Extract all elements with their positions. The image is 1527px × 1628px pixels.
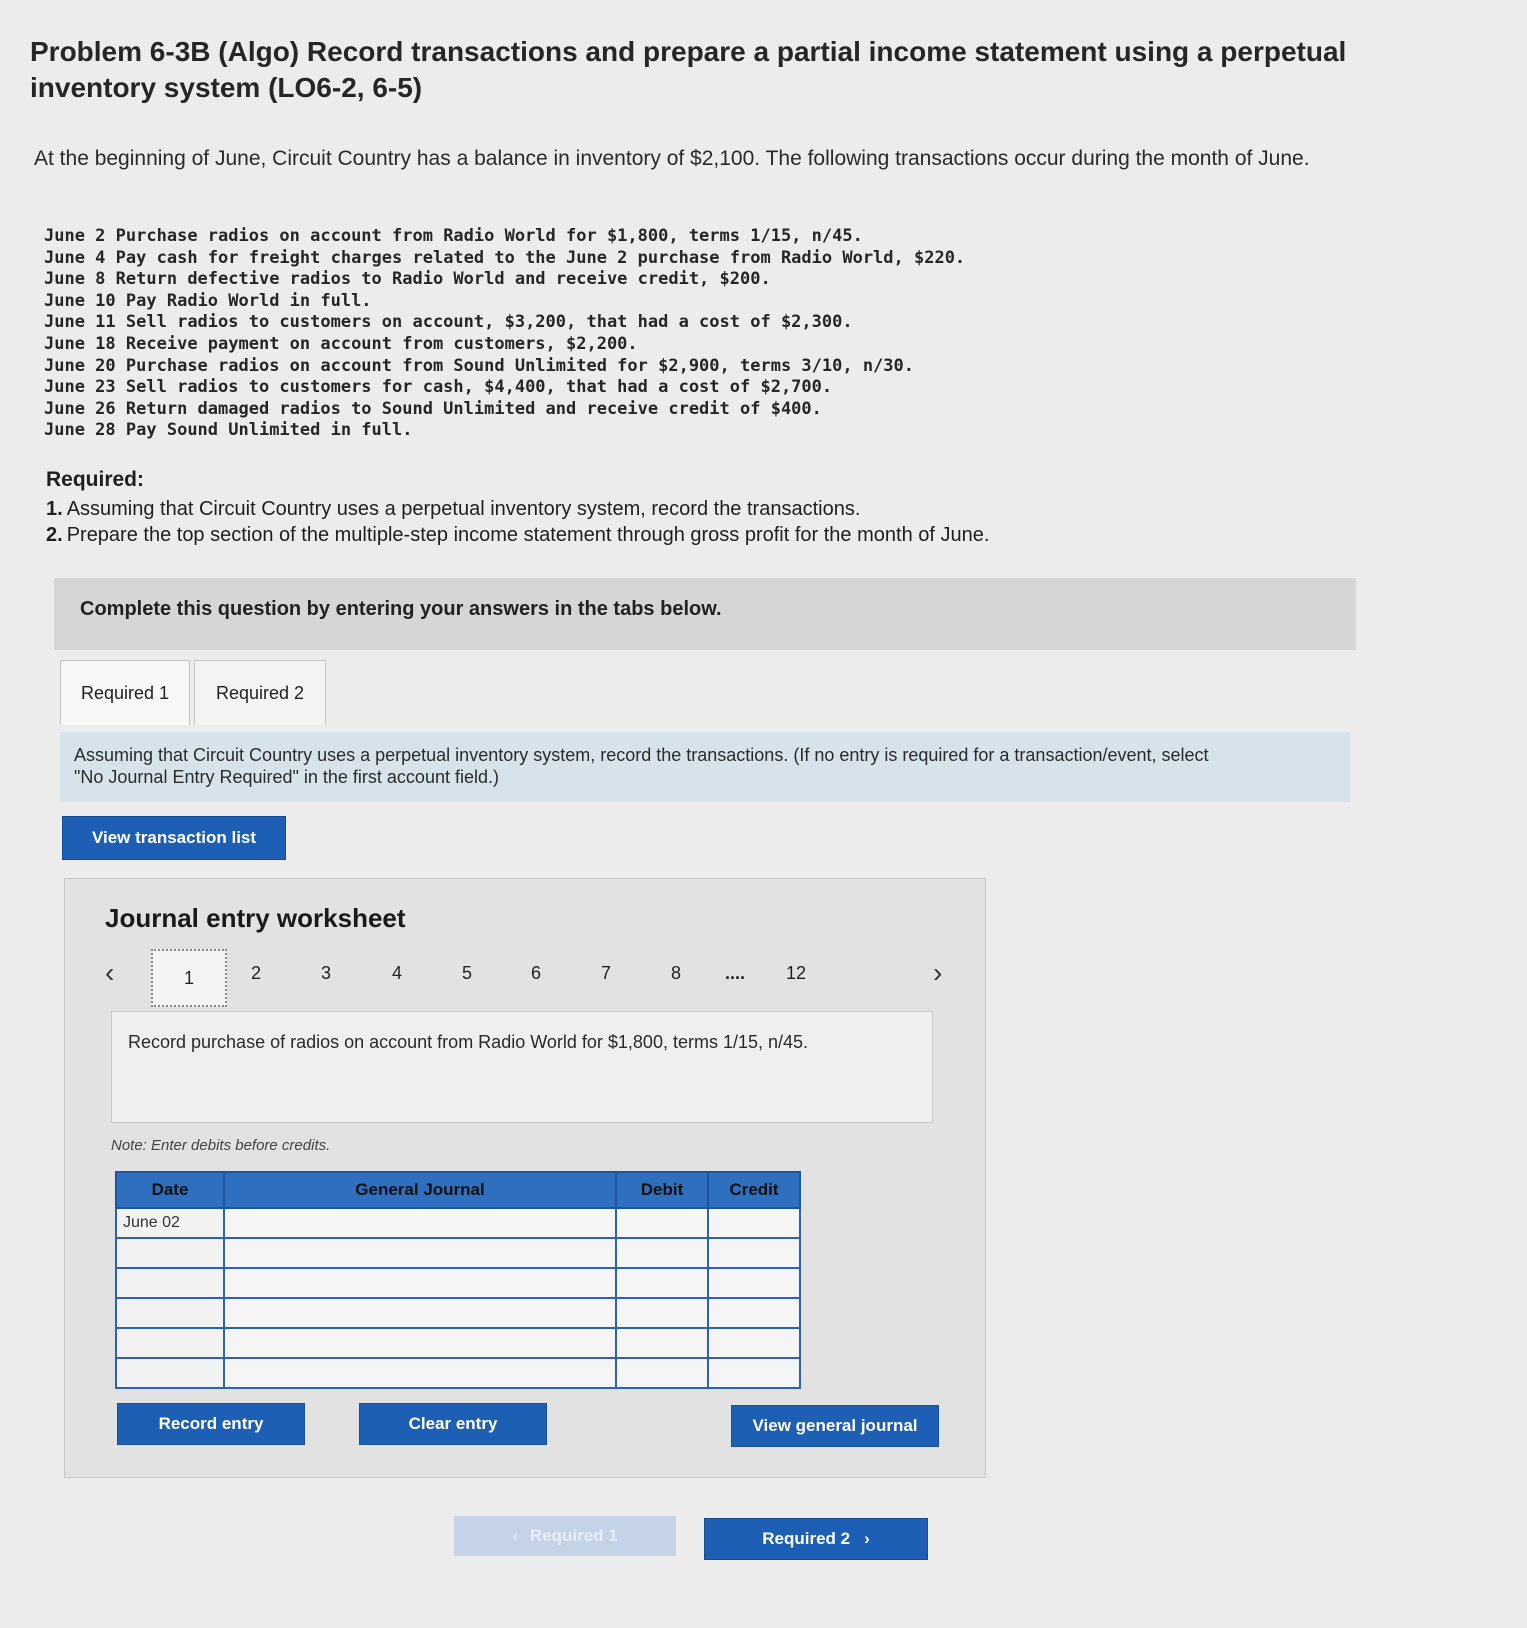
date-cell	[116, 1358, 224, 1388]
list-item: June 8 Return defective radios to Radio World and receive credit, $200.	[44, 269, 771, 290]
tab-instruction	[60, 732, 1350, 802]
date-cell: June 02	[116, 1208, 224, 1238]
prev-required-button	[454, 1516, 676, 1556]
account-field[interactable]	[224, 1298, 616, 1328]
journal-entry-worksheet	[64, 878, 986, 1478]
list-item: June 28 Pay Sound Unlimited in full.	[44, 420, 413, 441]
next-required-button[interactable]	[704, 1518, 928, 1560]
entry-description: Record purchase of radios on account from Radio World for $1,800, terms 1/15, n/45.	[128, 1032, 809, 1052]
debit-field[interactable]	[616, 1328, 708, 1358]
required-heading: Required:	[46, 468, 145, 491]
account-field[interactable]	[224, 1208, 616, 1238]
instruction-banner	[54, 578, 1356, 650]
date-cell	[116, 1238, 224, 1268]
credit-field[interactable]	[708, 1238, 800, 1268]
chevron-right-icon[interactable]: ›	[933, 957, 943, 988]
view-general-journal-button[interactable]: View general journal	[731, 1405, 939, 1447]
entry-description-box	[111, 1011, 933, 1123]
entry-pager	[105, 949, 965, 1005]
clear-entry-button[interactable]: Clear entry	[359, 1403, 547, 1445]
list-item: June 10 Pay Radio World in full.	[44, 290, 372, 311]
page-button-1[interactable]: 1	[151, 949, 227, 1007]
required-list	[46, 496, 989, 548]
table-row	[116, 1208, 800, 1238]
page-button-7[interactable]: 7	[600, 963, 611, 983]
account-field[interactable]	[224, 1238, 616, 1268]
prev-required-label: Required 1	[529, 1526, 618, 1545]
chevron-left-icon[interactable]: ‹	[105, 957, 115, 988]
problem-title: Problem 6-3B (Algo) Record transactions and prepare a partial income statement using a perpetual inventory system (LO6-2, 6-5)	[30, 36, 1347, 103]
tab-required-1[interactable]: Required 1	[60, 660, 190, 725]
general-journal-table	[115, 1171, 801, 1389]
list-item: June 2 Purchase radios on account from Radio World for $1,800, terms 1/15, n/45.	[44, 226, 863, 246]
list-item: June 11 Sell radios to customers on account, $3,200, that had a cost of $2,300.	[44, 312, 853, 333]
credit-field[interactable]	[708, 1328, 800, 1358]
page-button-6[interactable]: 6	[530, 963, 541, 983]
column-header-credit: Credit	[708, 1172, 800, 1208]
credit-field[interactable]	[708, 1358, 800, 1388]
list-item: 1. Assuming that Circuit Country uses a perpetual inventory system, record the transactions.	[46, 498, 861, 520]
date-cell	[116, 1298, 224, 1328]
table-row	[116, 1328, 800, 1358]
instruction-text: Assuming that Circuit Country uses a perpetual inventory system, record the transactions. (If no entry is required for a transaction/event, select "No Journal Entry Required" in the first account field.)	[74, 745, 1209, 787]
account-field[interactable]	[224, 1358, 616, 1388]
worksheet-title: Journal entry worksheet	[105, 903, 406, 933]
debit-field[interactable]	[616, 1298, 708, 1328]
credit-field[interactable]	[708, 1208, 800, 1238]
view-transaction-list-button[interactable]: View transaction list	[62, 816, 286, 860]
page-button-12[interactable]: 12	[785, 963, 807, 983]
chevron-right-icon: ›	[864, 1529, 870, 1548]
list-item: June 20 Purchase radios on account from Sound Unlimited for $2,900, terms 3/10, n/30.	[44, 355, 914, 376]
table-row	[116, 1358, 800, 1388]
account-field[interactable]	[224, 1328, 616, 1358]
table-row	[116, 1298, 800, 1328]
page-button-3[interactable]: 3	[320, 963, 331, 983]
next-required-label: Required 2	[762, 1529, 851, 1548]
page-button-4[interactable]: 4	[391, 963, 402, 983]
record-entry-button[interactable]: Record entry	[117, 1403, 305, 1445]
column-header-debit: Debit	[616, 1172, 708, 1208]
problem-intro: At the beginning of June, Circuit Country has a balance in inventory of $2,100. The following transactions occur during the month of June.	[34, 147, 1310, 170]
page-button-8[interactable]: 8	[670, 963, 681, 983]
list-item: June 23 Sell radios to customers for cash, $4,400, that had a cost of $2,700.	[44, 377, 833, 398]
debit-field[interactable]	[616, 1268, 708, 1298]
credit-field[interactable]	[708, 1298, 800, 1328]
list-item: 2. Prepare the top section of the multiple-step income statement through gross profit for the month of June.	[46, 524, 990, 546]
list-item: June 26 Return damaged radios to Sound Unlimited and receive credit of $400.	[44, 398, 822, 419]
list-item: June 4 Pay cash for freight charges related to the June 2 purchase from Radio World, $220.	[44, 247, 966, 268]
account-field[interactable]	[224, 1268, 616, 1298]
credit-field[interactable]	[708, 1268, 800, 1298]
table-row	[116, 1268, 800, 1298]
column-header-general-journal: General Journal	[224, 1172, 616, 1208]
table-row	[116, 1238, 800, 1268]
pager-ellipsis: ....	[724, 963, 745, 983]
page-button-5[interactable]: 5	[461, 963, 472, 983]
tab-required-2[interactable]: Required 2	[194, 660, 326, 725]
debit-field[interactable]	[616, 1208, 708, 1238]
banner-text: Complete this question by entering your answers in the tabs below.	[80, 598, 722, 620]
debit-field[interactable]	[616, 1358, 708, 1388]
list-item: June 18 Receive payment on account from customers, $2,200.	[44, 333, 638, 354]
date-cell	[116, 1328, 224, 1358]
debit-field[interactable]	[616, 1238, 708, 1268]
chevron-left-icon: ‹	[512, 1526, 518, 1545]
transaction-list	[44, 226, 965, 442]
date-cell	[116, 1268, 224, 1298]
page-button-2[interactable]: 2	[250, 963, 261, 983]
column-header-date: Date	[116, 1172, 224, 1208]
debit-credit-note: Note: Enter debits before credits.	[111, 1137, 331, 1154]
